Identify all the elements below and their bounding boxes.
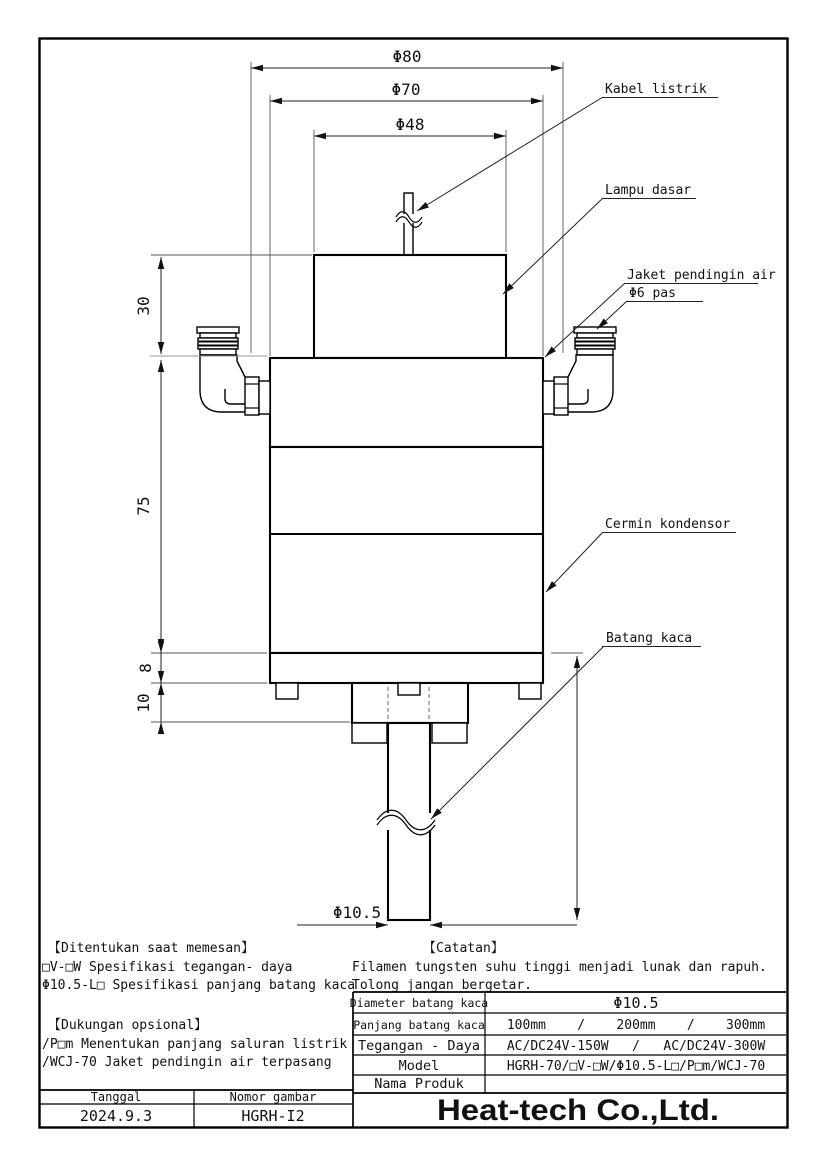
label-jaket-pendingin-air: Jaket pendingin air	[627, 268, 776, 283]
power-cable	[404, 193, 413, 255]
spec-row-label: Tegangan - Daya	[358, 1038, 480, 1054]
order-note-title: 【Ditentukan saat memesan】	[48, 941, 255, 956]
order-note-line: Φ10.5-L□ Spesifikasi panjang batang kaca	[42, 978, 356, 993]
dim-8-label: 8	[136, 663, 155, 673]
label-lampu-dasar: Lampu dasar	[605, 183, 692, 198]
dim-phi80-label: Φ80	[392, 47, 422, 66]
spec-row-value: 100mm / 200mm / 300mm	[506, 1018, 766, 1033]
dim-phi10-5-label: Φ10.5	[332, 903, 382, 922]
clamp-jaw-left	[352, 723, 387, 743]
dim-75-label: 75	[134, 496, 153, 516]
spec-row-label: Nama Produk	[374, 1076, 464, 1092]
optional-note-line: /P□m Menentukan panjang saluran listrik	[42, 1037, 348, 1052]
caution-note-title: 【Catatan】	[423, 941, 504, 956]
caution-note-line: Tolong jangan bergetar.	[352, 978, 533, 993]
optional-note-title: 【Dukungan opsional】	[48, 1018, 208, 1033]
condenser-mirror-body	[270, 447, 543, 653]
caution-note-line: Filamen tungsten suhu tinggi menjadi lunak dan rapuh.	[352, 960, 767, 975]
order-note-line: □V-□W Spesifikasi tegangan- daya	[42, 960, 293, 975]
flange-foot-left	[276, 683, 298, 699]
optional-note-line: /WCJ-70 Jaket pendingin air terpasang	[42, 1055, 332, 1070]
label-cermin-kondensor: Cermin kondensor	[605, 517, 731, 532]
clamp-notch	[398, 683, 420, 695]
spec-row-value: Φ10.5	[613, 994, 659, 1012]
drawing-number-label: Nomor gambar	[229, 1090, 317, 1104]
lamp-housing	[314, 255, 506, 358]
spec-row-label: Diameter batang kaca	[349, 996, 489, 1010]
water-jacket-body	[270, 358, 543, 447]
dim-10-label: 10	[134, 693, 153, 713]
dim-phi48-label: Φ48	[395, 115, 425, 134]
label-kabel-listrik: Kabel listrik	[605, 82, 707, 97]
dim-30-label: 30	[134, 296, 153, 316]
spec-row-label: Panjang batang kaca	[353, 1018, 485, 1032]
spec-row-value: AC/DC24V-150W / AC/DC24V-300W	[506, 1039, 766, 1054]
clamp-jaw-right	[432, 723, 467, 743]
date-value: 2024.9.3	[79, 1107, 153, 1125]
mounting-flange	[270, 653, 543, 683]
flange-foot-right	[519, 683, 541, 699]
spec-row-value: HGRH-70/□V-□W/Φ10.5-L□/P□m/WCJ-70	[506, 1059, 766, 1074]
spec-row-label: Model	[398, 1058, 440, 1074]
date-label: Tanggal	[90, 1090, 142, 1104]
company-logo: Heat-tech Co.,Ltd.	[437, 1094, 719, 1127]
label-phi6-pas: Φ6 pas	[629, 286, 676, 301]
dim-phi70-label: Φ70	[391, 80, 421, 99]
drawing-number-value: HGRH-I2	[241, 1107, 305, 1125]
label-batang-kaca: Batang kaca	[606, 631, 693, 646]
